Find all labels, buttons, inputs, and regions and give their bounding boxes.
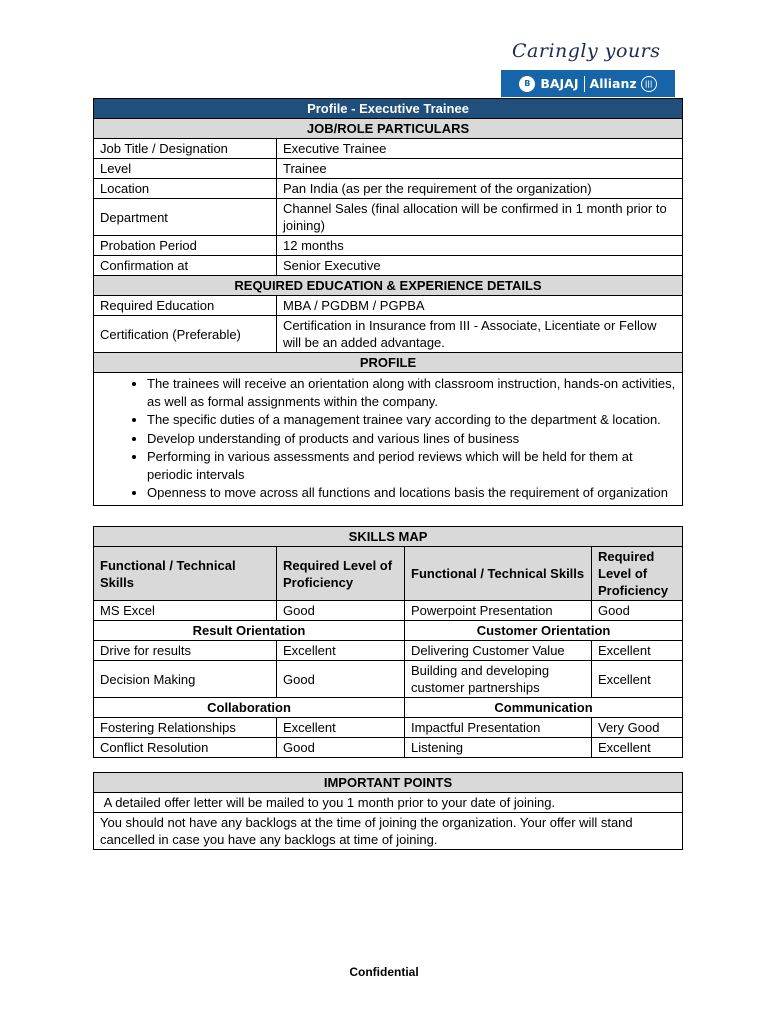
skill-name: Delivering Customer Value <box>405 641 592 661</box>
profile-heading: PROFILE <box>94 353 683 373</box>
row-value: 12 months <box>277 236 683 256</box>
row-value: Certification in Insurance from III - Associate, Licentiate or Fellow will be an added advantage. <box>277 316 683 353</box>
row-label: Level <box>94 159 277 179</box>
skill-level: Good <box>592 601 683 621</box>
row-value: Trainee <box>277 159 683 179</box>
profile-table <box>93 98 683 506</box>
row-value: Pan India (as per the requirement of the organization) <box>277 179 683 199</box>
table-row <box>94 718 683 738</box>
confidential-footer: Confidential <box>349 965 419 979</box>
row-label: Certification (Preferable) <box>94 316 277 353</box>
row-label: Department <box>94 199 277 236</box>
skill-group-row <box>94 698 683 718</box>
table-row <box>94 199 683 236</box>
list-item: • Performing in various assessments and period reviews which will be held for them at periodic intervals <box>147 448 676 483</box>
row-label: Probation Period <box>94 236 277 256</box>
logo-brand: BAJAJ <box>540 76 579 91</box>
row-label: Confirmation at <box>94 256 277 276</box>
row-value: MBA / PGDBM / PGPBA <box>277 296 683 316</box>
row-label: Location <box>94 179 277 199</box>
skill-name: MS Excel <box>94 601 277 621</box>
skill-group-title: Result Orientation <box>94 621 405 641</box>
skill-group-title: Collaboration <box>94 698 405 718</box>
skill-name: Conflict Resolution <box>94 738 277 758</box>
skill-level: Excellent <box>277 641 405 661</box>
row-value: Channel Sales (final allocation will be confirmed in 1 month prior to joining) <box>277 199 683 236</box>
skill-name: Impactful Presentation <box>405 718 592 738</box>
column-header: Required Level of Proficiency <box>277 547 405 601</box>
table-row <box>94 139 683 159</box>
table-row <box>94 738 683 758</box>
education-heading: REQUIRED EDUCATION & EXPERIENCE DETAILS <box>94 276 683 296</box>
skill-name: Powerpoint Presentation <box>405 601 592 621</box>
skill-level: Excellent <box>277 718 405 738</box>
skills-map-heading: SKILLS MAP <box>94 527 683 547</box>
list-item: • The specific duties of a management trainee vary according to the department & location. <box>147 411 676 429</box>
skills-header-row <box>94 547 683 601</box>
logo-partner: Allianz <box>589 76 637 91</box>
row-value: Senior Executive <box>277 256 683 276</box>
skill-level: Excellent <box>592 661 683 698</box>
list-item: • The trainees will receive an orientation along with classroom instruction, hands-on activities, as well as formal assignments within the company. <box>147 375 676 410</box>
table-row <box>94 159 683 179</box>
table-row <box>94 236 683 256</box>
table-row <box>94 601 683 621</box>
row-value: Executive Trainee <box>277 139 683 159</box>
bajaj-allianz-logo <box>501 70 675 97</box>
table-row <box>94 256 683 276</box>
important-points-table <box>93 772 683 850</box>
list-item: • Openness to move across all functions and locations basis the requirement of organization <box>147 484 676 502</box>
row-label: Required Education <box>94 296 277 316</box>
logo-tagline: Caringly yours <box>512 40 661 62</box>
bajaj-emblem-icon: B <box>519 76 535 92</box>
logo-divider <box>584 76 585 92</box>
skill-group-title: Communication <box>405 698 683 718</box>
skills-map-table <box>93 526 683 758</box>
table-row <box>94 661 683 698</box>
table-row <box>94 641 683 661</box>
table-row <box>94 296 683 316</box>
skill-group-title: Customer Orientation <box>405 621 683 641</box>
skill-level: Good <box>277 661 405 698</box>
skill-level: Excellent <box>592 738 683 758</box>
skill-name: Decision Making <box>94 661 277 698</box>
important-points-heading: IMPORTANT POINTS <box>94 773 683 793</box>
list-item: • Develop understanding of products and various lines of business <box>147 430 676 448</box>
important-point: A detailed offer letter will be mailed to you 1 month prior to your date of joining. <box>94 793 683 813</box>
allianz-emblem-icon: ||| <box>641 76 657 92</box>
job-particulars-heading: JOB/ROLE PARTICULARS <box>94 119 683 139</box>
skill-level: Excellent <box>592 641 683 661</box>
column-header: Required Level of Proficiency <box>592 547 683 601</box>
column-header: Functional / Technical Skills <box>405 547 592 601</box>
table-row <box>94 316 683 353</box>
banner-row <box>94 99 683 119</box>
banner-title: Profile - Executive Trainee <box>94 99 683 119</box>
table-row <box>94 179 683 199</box>
skill-name: Building and developing customer partnerships <box>405 661 592 698</box>
skill-name: Fostering Relationships <box>94 718 277 738</box>
skill-level: Good <box>277 738 405 758</box>
skill-group-row <box>94 621 683 641</box>
column-header: Functional / Technical Skills <box>94 547 277 601</box>
skill-name: Drive for results <box>94 641 277 661</box>
skill-level: Very Good <box>592 718 683 738</box>
skill-name: Listening <box>405 738 592 758</box>
row-label: Job Title / Designation <box>94 139 277 159</box>
important-point: You should not have any backlogs at the time of joining the organization. Your offer will stand cancelled in case you have any backlogs at time of joining. <box>94 813 683 850</box>
skill-level: Good <box>277 601 405 621</box>
profile-bullets <box>94 373 683 506</box>
